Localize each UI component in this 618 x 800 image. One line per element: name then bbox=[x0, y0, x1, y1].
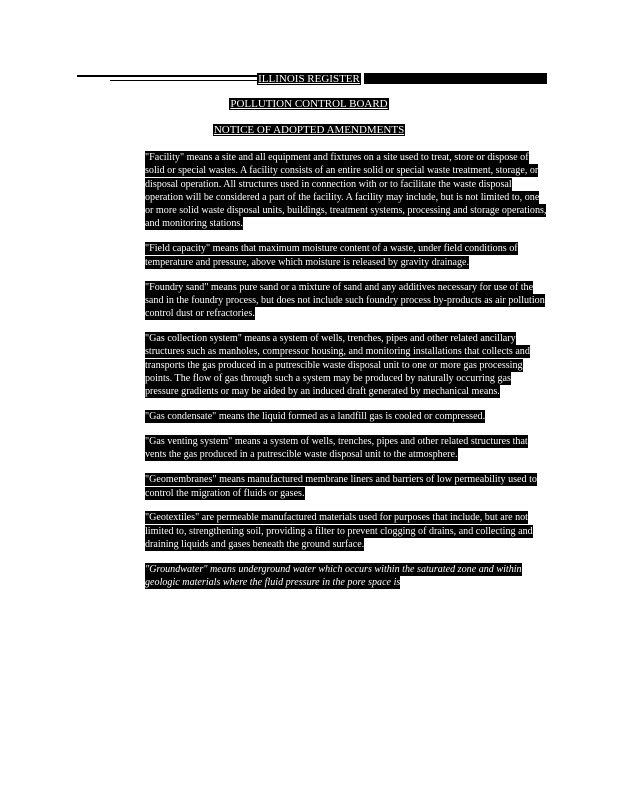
definition-groundwater: "Groundwater" means underground water which occurs within the saturated zone and within geologic materials where the fluid pressure in the pore space is bbox=[145, 563, 522, 589]
definition-geotextiles: "Geotextiles" are permeable manufactured materials used for purposes that include, but are not limited to, strengthening soil, providing a filter to prevent clogging of drains, and collecting and draining liquids and gases beneath the ground surface. bbox=[145, 512, 533, 550]
definition-foundry-sand: "Foundry sand" means pure sand or a mixture of sand and any additives necessary for use of the sand in the foundry process, but does not include such foundry process by-products as air pollution control dust or refractories. bbox=[145, 281, 545, 320]
notice-title: NOTICE OF ADOPTED AMENDMENTS bbox=[213, 124, 405, 136]
definitions-list bbox=[145, 151, 547, 589]
definition-gas-condensate: "Gas condensate" means the liquid formed as a landfill gas is cooled or compressed. bbox=[145, 411, 486, 423]
definition-geomembranes: "Geomembranes" means manufactured membrane liners and barriers of low permeability used to control the migration of fluids or gases. bbox=[145, 474, 537, 499]
register-title: ILLINOIS REGISTER bbox=[258, 73, 360, 85]
definition-facility: "Facility" means a site and all equipment and fixtures on a site used to treat, store or dispose of solid or special wastes. A facility consists of an entire solid or special waste treatment, storage, or disposal operation. All structures used in connection with or to facilitate the waste disposal operation will be considered a part of the facility. A facility may include, but is not limited to, one or more solid waste disposal units, buildings, treatment systems, processing and storage operations, and monitoring stations. bbox=[145, 152, 547, 230]
definition-gas-venting-system: "Gas venting system" means a system of wells, trenches, pipes and other related structures that vents the gas produced in a putrescible waste disposal unit to the atmosphere. bbox=[145, 436, 528, 461]
definition-gas-collection-system: "Gas collection system" means a system of wells, trenches, pipes and other related ancillary structures such as manholes, compressor housing, and monitoring installations that collects and transports the gas produced in a putrescible waste disposal unit to one or more gas processing points. The flow of gas through such a system may be produced by naturally occurring gas pressure gradients or may be aided by an induced draft generated by mechanical means. bbox=[145, 333, 530, 398]
board-title: POLLUTION CONTROL BOARD bbox=[230, 98, 388, 110]
definition-field-capacity: "Field capacity" means that maximum moisture content of a waste, under field conditions of temperature and pressure, above which moisture is released by gravity drainage. bbox=[145, 243, 518, 268]
